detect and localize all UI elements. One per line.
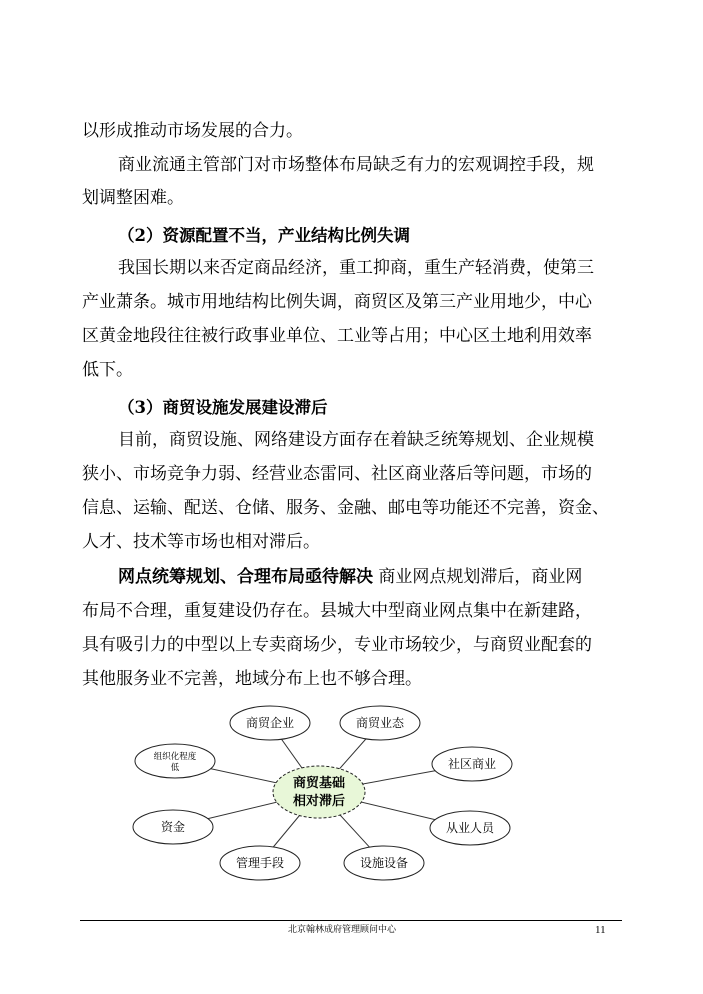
- bold-lead-in: 网点统筹规划、合理布局亟待解决: [118, 567, 373, 587]
- text-line: 信息、运输、配送、仓储、服务、金融、邮电等功能还不完善，资金、: [82, 498, 609, 518]
- text-line: 区黄金地段往往被行政事业单位、工业等占用；中心区土地利用效率: [82, 326, 592, 346]
- text-line: 低下。: [82, 360, 133, 380]
- center-label-line1: 商贸基础: [292, 776, 346, 791]
- text-line: 以形成推动市场发展的合力。: [82, 121, 303, 141]
- text-line: 人才、技术等市场也相对滞后。: [82, 532, 320, 552]
- node-label-shangmao-yetai: 商贸业态: [355, 716, 405, 730]
- node-label-guanli-shouduan: 管理手段: [235, 856, 285, 870]
- text-line: 目前，商贸设施、网络建设方面存在着缺乏统筹规划、企业规模: [118, 430, 594, 450]
- text-line: 狭小、市场竞争力弱、经营业态雷同、社区商业落后等问题，市场的: [82, 464, 592, 484]
- text-line: 产业萧条。城市用地结构比例失调，商贸区及第三产业用地少，中心: [82, 292, 592, 312]
- section-heading: （2）资源配置不当，产业结构比例失调: [118, 226, 410, 245]
- node-label-shangmao-qiye: 商贸企业: [245, 716, 295, 730]
- node-label-shequ-shangye: 社区商业: [447, 757, 497, 771]
- node-label-sheshi-shebei: 设施设备: [359, 856, 409, 870]
- section-heading: （3）商贸设施发展建设滞后: [118, 398, 328, 417]
- node-label-zuzhihua-di: 低: [170, 763, 180, 773]
- node-label-congye-renyuan: 从业人员: [445, 821, 495, 835]
- text-line: 商业流通主管部门对市场整体布局缺乏有力的宏观调控手段，规: [118, 155, 594, 175]
- text-line: 其他服务业不完善，地域分布上也不够合理。: [82, 669, 422, 689]
- page-number: 11: [595, 924, 606, 936]
- node-label-zuzhihua: 组织化程度: [153, 752, 197, 762]
- text-line: 划调整困难。: [82, 188, 184, 208]
- center-label-line2: 相对滞后: [292, 794, 346, 809]
- footer-org: 北京翰林成府管理顾问中心: [288, 925, 397, 935]
- text-line: 我国长期以来否定商品经济，重工抑商，重生产轻消费，使第三: [118, 258, 594, 278]
- footer-divider: [80, 920, 622, 921]
- text-line: 具有吸引力的中型以上专卖商场少，专业市场较少，与商贸业配套的: [82, 635, 592, 655]
- node-label-zijin: 资金: [160, 820, 186, 834]
- text-line: 布局不合理，重复建设仍存在。县城大中型商业网点集中在新建路，: [82, 601, 592, 621]
- text-run: 商业网点规划滞后，商业网: [373, 567, 583, 587]
- center-node: [273, 766, 365, 818]
